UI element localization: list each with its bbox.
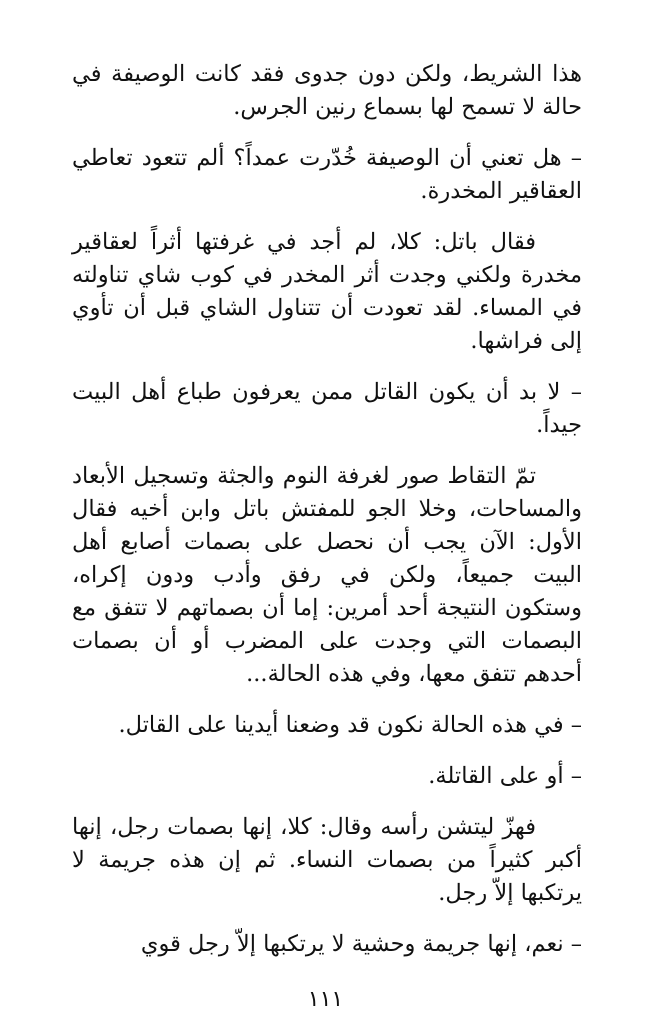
dialogue-line-4: – أو على القاتلة.	[428, 763, 582, 789]
dialogue-line-2: – لا بد أن يكون القاتل ممن يعرفون طباع أهل البيت جيداً.	[72, 379, 582, 438]
dialogue-line-5: – نعم، إنها جريمة وحشية لا يرتكبها إلاّ رجل قوي	[140, 931, 582, 957]
paragraph-3: تمّ التقاط صور لغرفة النوم والجثة وتسجيل الأبعاد والمساحات، وخلا الجو للمفتش باتل وابن أخيه فقال الأول: الآن يجب أن نحصل على بصمات أصابع أهل البيت جميعاً، ولكن في رفق وأدب ودون إكراه، وستكون النتيجة أحد أمرين: إما أن بصماتهم لا تتفق مع البصمات التي وجدت على المضرب أو أن بصمات أحدهم تتفق معها، وفي هذه الحالة...	[72, 463, 582, 687]
dialogue-line-3: – في هذه الحالة نكون قد وضعنا أيدينا على القاتل.	[118, 712, 582, 738]
paragraph-1: هذا الشريط، ولكن دون جدوى فقد كانت الوصيفة في حالة لا تسمح لها بسماع رنين الجرس.	[72, 61, 582, 120]
paragraph-4: فهزّ ليتشن رأسه وقال: كلا، إنها بصمات رجل، إنها أكبر كثيراً من بصمات النساء. ثم إن هذه جريمة لا يرتكبها إلاّ رجل.	[72, 814, 582, 906]
page-number: ١١١	[307, 987, 344, 1012]
page-body	[72, 58, 582, 979]
paragraph-2: فقال باتل: كلا، لم أجد في غرفتها أثراً لعقاقير مخدرة ولكني وجدت أثر المخدر في كوب شاي تناولته في المساء. لقد تعودت أن تتناول الشاي قبل أن تأوي إلى فراشها.	[72, 229, 582, 354]
dialogue-line-1: – هل تعني أن الوصيفة خُدّرت عمداً؟ ألم تتعود تعاطي العقاقير المخدرة.	[72, 145, 582, 204]
